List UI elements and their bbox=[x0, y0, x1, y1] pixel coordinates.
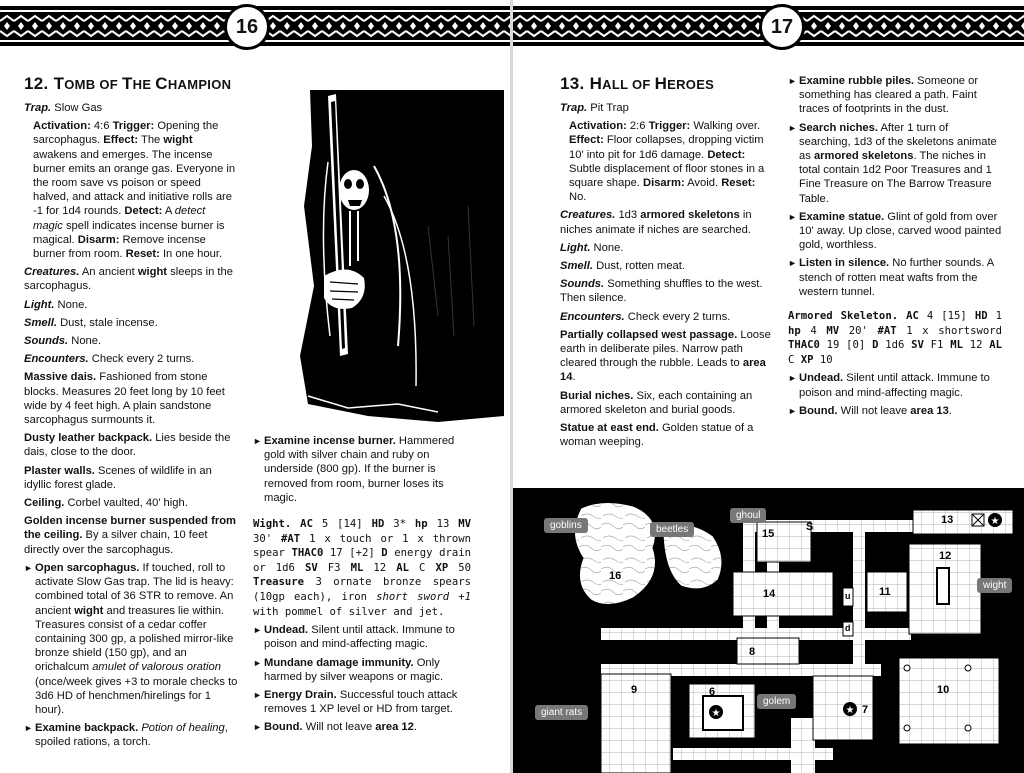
secret-door-symbol: S bbox=[806, 521, 814, 533]
left-column bbox=[24, 74, 238, 754]
light-line: Light. None. bbox=[24, 298, 88, 311]
room-title: 12. TOMB OF THE CHAMPION bbox=[24, 74, 232, 93]
wight-stat-block: Wight. AC 5 [14] HD 3* hp 13 MV 30' #AT 1 x touch or 1 x thrown spear THAC0 17 [+2] D energy drain or 1d6 SV F3 ML 12 AL C XP 50 Treasure 3 ornate bronze spears (10gp each), iron short sword +1 with pommel of silver and jet. bbox=[253, 518, 472, 618]
light-line: Light. None. bbox=[560, 241, 624, 254]
arrow-icon: ► bbox=[788, 76, 797, 86]
arrow-icon: ► bbox=[253, 722, 262, 733]
golden-burner-line: Golden incense burner suspended from the ceiling. By a silver chain, 10 feet directly over the sarcophagus. bbox=[24, 515, 236, 556]
plaster-line: Plaster walls. Scenes of wildlife in an idyllic forest glade. bbox=[24, 464, 212, 491]
stairs-down-symbol: d bbox=[845, 623, 851, 633]
right-page bbox=[513, 0, 1024, 773]
burial-niches-line: Burial niches. Six, each containing an armored skeleton and burial goods. bbox=[560, 389, 753, 416]
room-number-9: 9 bbox=[631, 684, 638, 696]
arrow-icon: ► bbox=[24, 562, 33, 573]
smell-line: Smell. Dust, stale incense. bbox=[24, 316, 158, 329]
room-number-10: 10 bbox=[937, 684, 950, 696]
room-number-16: 16 bbox=[609, 570, 622, 582]
undead-item: ► Undead. Silent until attack. Immune to poison and mind-affecting magic. bbox=[253, 624, 455, 651]
dais-line: Massive dais. Fashioned from stone blocks. Measures 20 feet long by 10 feet wide by 4 feet high. A plain sandstone sarcophagus surmounts it. bbox=[24, 371, 225, 427]
open-sarcophagus-item: ► Open sarcophagus. If touched, roll to activate Slow Gas trap. The lid is heavy: combined total of 36 STR to remove. An ancient wight and treasures lie within. Treasures consist of a cedar coffer containing 300 gp, a polished mirror-like bronze shield (150 gp), and an orichalcum amulet of valorous oration (once/week gives +3 to morale checks to 3d6 HD of henchmen/hirelings for 1 hour). bbox=[24, 561, 238, 716]
map-label-giant-rats: giant rats bbox=[535, 705, 588, 720]
room-number-13: 13 bbox=[941, 514, 954, 526]
wight-illustration bbox=[288, 86, 504, 424]
bound-item: ► Bound. Will not leave area 12. bbox=[253, 721, 417, 734]
map-label-ghoul: ghoul bbox=[730, 508, 766, 523]
map-label-golem: golem bbox=[757, 694, 796, 709]
map-label-goblins: goblins bbox=[544, 518, 588, 533]
right-column-2 bbox=[788, 74, 1002, 422]
room-number-5: 5 bbox=[769, 761, 776, 773]
trap-details: Activation: 4:6 Trigger: Opening the sarcophagus. Effect: The wight awakens and emerges. The incense burner emits an orange gas. Everyone in the room save vs poison or speed halved, and attack and initiative rolls are -1 for 1d4 rounds. Detect: A detect magic spell indicates incense burner is magical. Disarm: Remove incense burner from room. Reset: In one hour. bbox=[33, 120, 236, 261]
statue-line: Statue at east end. Golden statue of a woman weeping. bbox=[560, 422, 754, 449]
dungeon-map bbox=[513, 488, 1024, 773]
smell-line: Smell. Dust, rotten meat. bbox=[560, 260, 685, 273]
room-title: 13. HALL OF HEROES bbox=[560, 74, 715, 93]
bound-item: ► Bound. Will not leave area 13. bbox=[788, 404, 952, 417]
arrow-icon: ► bbox=[253, 625, 262, 636]
trap-line: Trap. Slow Gas bbox=[24, 102, 103, 114]
room-number-11: 11 bbox=[879, 586, 891, 598]
encounters-line: Encounters. Check every 2 turns. bbox=[24, 353, 195, 366]
map-label-wight: wight bbox=[977, 578, 1012, 593]
search-niches-item: ► Search niches. After 1 turn of searching, 1d3 of the skeletons animate as armored skeletons. The niches in total contain 1d2 Poor Treasures and 1 Fine Treasure on The Barrow Treasure Table. bbox=[788, 121, 997, 205]
backpack-line: Dusty leather backpack. Lies beside the dais, close to the door. bbox=[24, 432, 231, 459]
west-passage-line: Partially collapsed west passage. Loose earth in deliberate piles. Narrow path cleared through the rubble. Leads to area 14. bbox=[560, 328, 771, 384]
examine-incense-burner-item: ► Examine incense burner. Hammered gold with silver chain and ruby on underside (800 gp). If the burner is removed from room, burner loses its magic. bbox=[253, 435, 455, 504]
right-column bbox=[560, 74, 774, 453]
left-column-2 bbox=[253, 434, 471, 739]
stairs-up-symbol: u bbox=[845, 591, 851, 601]
sounds-line: Sounds. Something shuffles to the west. Then silence. bbox=[560, 278, 763, 305]
undead-item: ► Undead. Silent until attack. Immune to poison and mind-affecting magic. bbox=[788, 372, 990, 399]
encounters-line: Encounters. Check every 2 turns. bbox=[560, 310, 731, 323]
sounds-line: Sounds. None. bbox=[24, 335, 102, 348]
skeleton-stat-block: Armored Skeleton. AC 4 [15] HD 1 hp 4 MV 20' #AT 1 x shortsword THAC0 19 [0] D 1d6 SV F1 ML 12 AL C XP 10 bbox=[788, 310, 1003, 366]
arrow-icon: ► bbox=[788, 405, 797, 416]
mundane-immunity-item: ► Mundane damage immunity. Only harmed by silver weapons or magic. bbox=[253, 656, 444, 683]
trap-details: Activation: 2:6 Trigger: Walking over. Effect: Floor collapses, dropping victim 10' into pit for 1d6 damage. Detect: Subtle displacement of floor stones in a square shape. Disarm: Avoid. Reset: No. bbox=[569, 120, 765, 204]
examine-rubble-item: ► Examine rubble piles. Someone or something has cleared a path. Faint traces of footprints in the dust. bbox=[788, 75, 979, 116]
room-number-14: 14 bbox=[763, 588, 776, 600]
page-number: 16 bbox=[224, 4, 270, 50]
room-number-15: 15 bbox=[762, 528, 775, 540]
arrow-icon: ► bbox=[253, 689, 262, 700]
creatures-line: Creatures. An ancient wight sleeps in the sarcophagus. bbox=[24, 266, 233, 293]
room-number-7: 7 bbox=[862, 704, 869, 716]
map-label-beetles: beetles bbox=[650, 522, 694, 537]
left-page bbox=[0, 0, 511, 773]
arrow-icon: ► bbox=[788, 211, 797, 222]
arrow-icon: ► bbox=[788, 258, 797, 269]
arrow-icon: ► bbox=[253, 657, 262, 668]
trap-line: Trap. Pit Trap bbox=[560, 102, 629, 114]
room-number-8: 8 bbox=[749, 646, 756, 658]
examine-backpack-item: ► Examine backpack. Potion of healing, spoiled rations, a torch. bbox=[24, 722, 228, 749]
arrow-icon: ► bbox=[788, 122, 797, 133]
listen-silence-item: ► Listen in silence. No further sounds. A stench of rotten meat wafts from the western tunnel. bbox=[788, 257, 994, 298]
svg-text:★: ★ bbox=[845, 705, 855, 716]
page-number: 17 bbox=[759, 4, 805, 50]
svg-text:★: ★ bbox=[990, 516, 1000, 527]
room-number-12: 12 bbox=[939, 550, 952, 562]
ceiling-line: Ceiling. Corbel vaulted, 40' high. bbox=[24, 497, 188, 510]
arrow-icon: ► bbox=[788, 373, 797, 384]
examine-statue-item: ► Examine statue. Glint of gold from over 10' away. Up close, carved wood painted gold, worthless. bbox=[788, 210, 1002, 252]
arrow-icon: ► bbox=[253, 436, 262, 446]
energy-drain-item: ► Energy Drain. Successful touch attack removes 1 XP level or HD from target. bbox=[253, 688, 458, 716]
svg-text:★: ★ bbox=[711, 708, 721, 719]
creatures-line: Creatures. 1d3 armored skeletons in niches animate if niches are searched. bbox=[560, 209, 752, 236]
arrow-icon: ► bbox=[24, 723, 33, 734]
room-number-6: 6 bbox=[709, 686, 716, 698]
